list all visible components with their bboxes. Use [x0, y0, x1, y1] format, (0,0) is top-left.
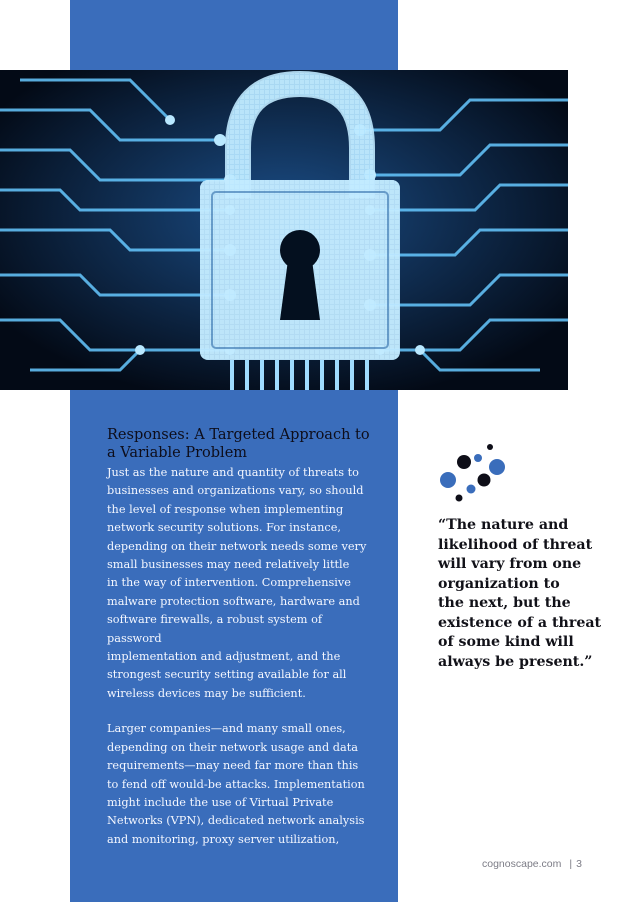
dots-cluster-icon	[440, 440, 510, 504]
pull-quote: “The nature and likelihood of threat will vary from one organization to the next, but the existence of a threat of some kind will always be present.”	[438, 517, 602, 670]
footer-site: cognoscape.com	[482, 858, 562, 870]
page-footer	[482, 858, 582, 870]
article-heading: Responses: A Targeted Approach to a Variable Problem	[107, 427, 370, 461]
paragraph-2: Larger companies—and many small ones, depending on their network usage and data requirements—may need far more than this to fend off would-be attacks. Implementation might include the use of Virtual Private Networks (VPN), dedicated network analysis and monitoring, proxy server utilization,	[107, 722, 365, 846]
paragraph-1: Just as the nature and quantity of threats to businesses and organizations vary, so should the level of response when implementing network security solutions. For instance, depending on their network needs some very small businesses may need relatively little in the way of intervention. Comprehensive malware protection software, hardware and software firewalls, a robust system of password implementation and adjustment, and the strongest security setting available for all wireless devices may be sufficient.	[107, 466, 367, 700]
hero-image	[0, 70, 568, 390]
article-body	[107, 464, 377, 866]
padlock-circuit-icon	[0, 70, 568, 390]
footer-separator: |	[569, 858, 573, 870]
page-number: 3	[576, 858, 582, 870]
